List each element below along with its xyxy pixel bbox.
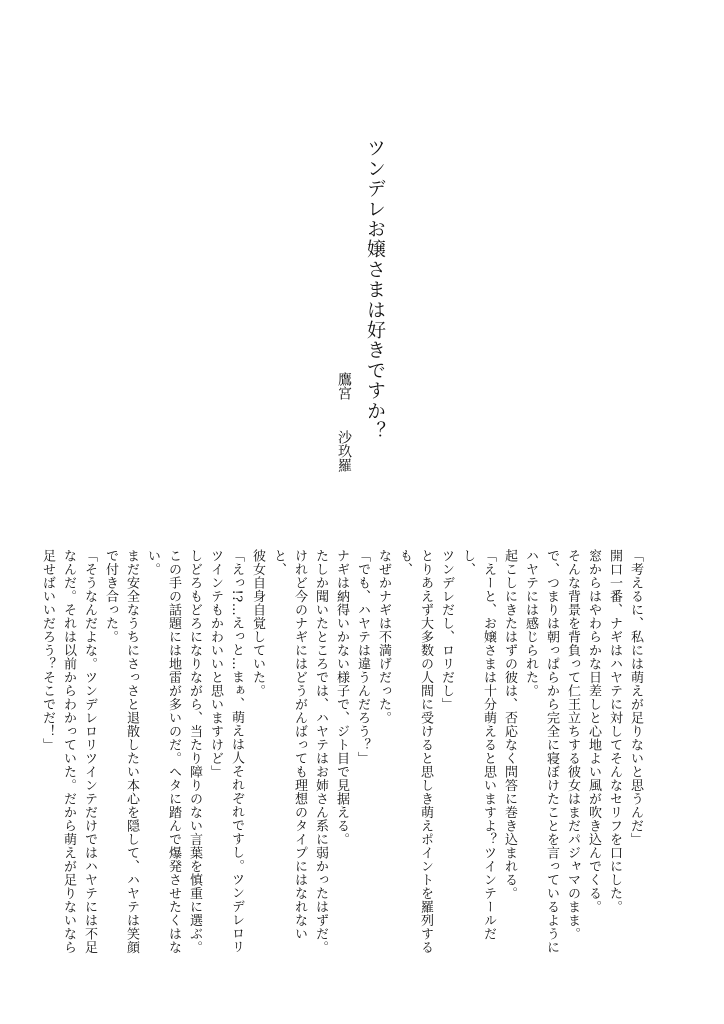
- paragraph: で、つまりは朝っぱらから完全に寝ぼけたことを言っているように: [544, 549, 559, 954]
- paragraph: たしか聞いたところでは、ハヤテはお姉さん系に弱かったはずだ。: [313, 549, 328, 954]
- paragraph: ナギは納得いかない様子で、ジト目で見据える。: [334, 549, 349, 846]
- paragraph: 起こしにきたはずの彼は、否応なく問答に巻き込まれる。: [502, 549, 517, 900]
- story-title: ツンデレお嬢さまは好きですか？: [364, 138, 386, 441]
- story-body: [37, 549, 646, 959]
- paragraph: 「そうなんだよな。ツンデレロリツインテだけではハヤテには不足なんだ。それは以前からわかっていた。だから萌えが足りないなら足せばいいだろう？そこでだ！」: [40, 549, 97, 954]
- paragraph: ハヤテには感じられた。: [523, 549, 538, 698]
- paragraph: 窓からはやわらかな日差しと心地よい風が吹き込んでくる。: [586, 549, 601, 914]
- author-byline: [335, 372, 353, 472]
- paragraph: まだ安全なうちにさっさと退散したい本心を隠して、ハヤテは笑顔で付き合った。: [103, 549, 139, 954]
- paragraph: 「えーと、お嬢さまは十分萌えると思いますよ？ツインテールだし、: [460, 549, 496, 941]
- paragraph: そんな背景を背負って仁王立ちする彼女はまだパジャマのまま。: [565, 549, 580, 941]
- paragraph: 「考えるに、私には萌えが足りないと思うんだ」: [628, 549, 643, 846]
- author-given-name: 沙玖羅: [336, 430, 352, 472]
- paragraph: 「えっ!?…えっと…まぁ、萌えは人それぞれですし。ツンデレロリツインテもかわいいと思いますけど」: [208, 549, 244, 954]
- paragraph: けれど今のナギにはどうがんばっても理想のタイプにはなれないと、: [271, 549, 307, 941]
- paragraph: 彼女自身自覚していた。: [250, 549, 265, 698]
- paragraph: しどろもどろになりながら、当たり障りのない言葉を慎重に選ぶ。: [187, 549, 202, 954]
- paragraph: 「でも、ハヤテは違うんだろう？」: [355, 549, 370, 765]
- paragraph: 開口一番、ナギはハヤテに対してそんなセリフを口にした。: [607, 549, 622, 914]
- author-family-name: 鷹宮: [336, 372, 352, 400]
- paragraph: なぜかナギは不満げだった。: [376, 549, 391, 725]
- paragraph: ツンデレだし、ロリだし」: [439, 549, 454, 711]
- paragraph: とりあえず大多数の人間に受けると思しき萌えポイントを羅列するも、: [397, 549, 433, 954]
- paragraph: この手の話題には地雷が多いのだ。ヘタに踏んで爆発させたくはない。: [145, 549, 181, 954]
